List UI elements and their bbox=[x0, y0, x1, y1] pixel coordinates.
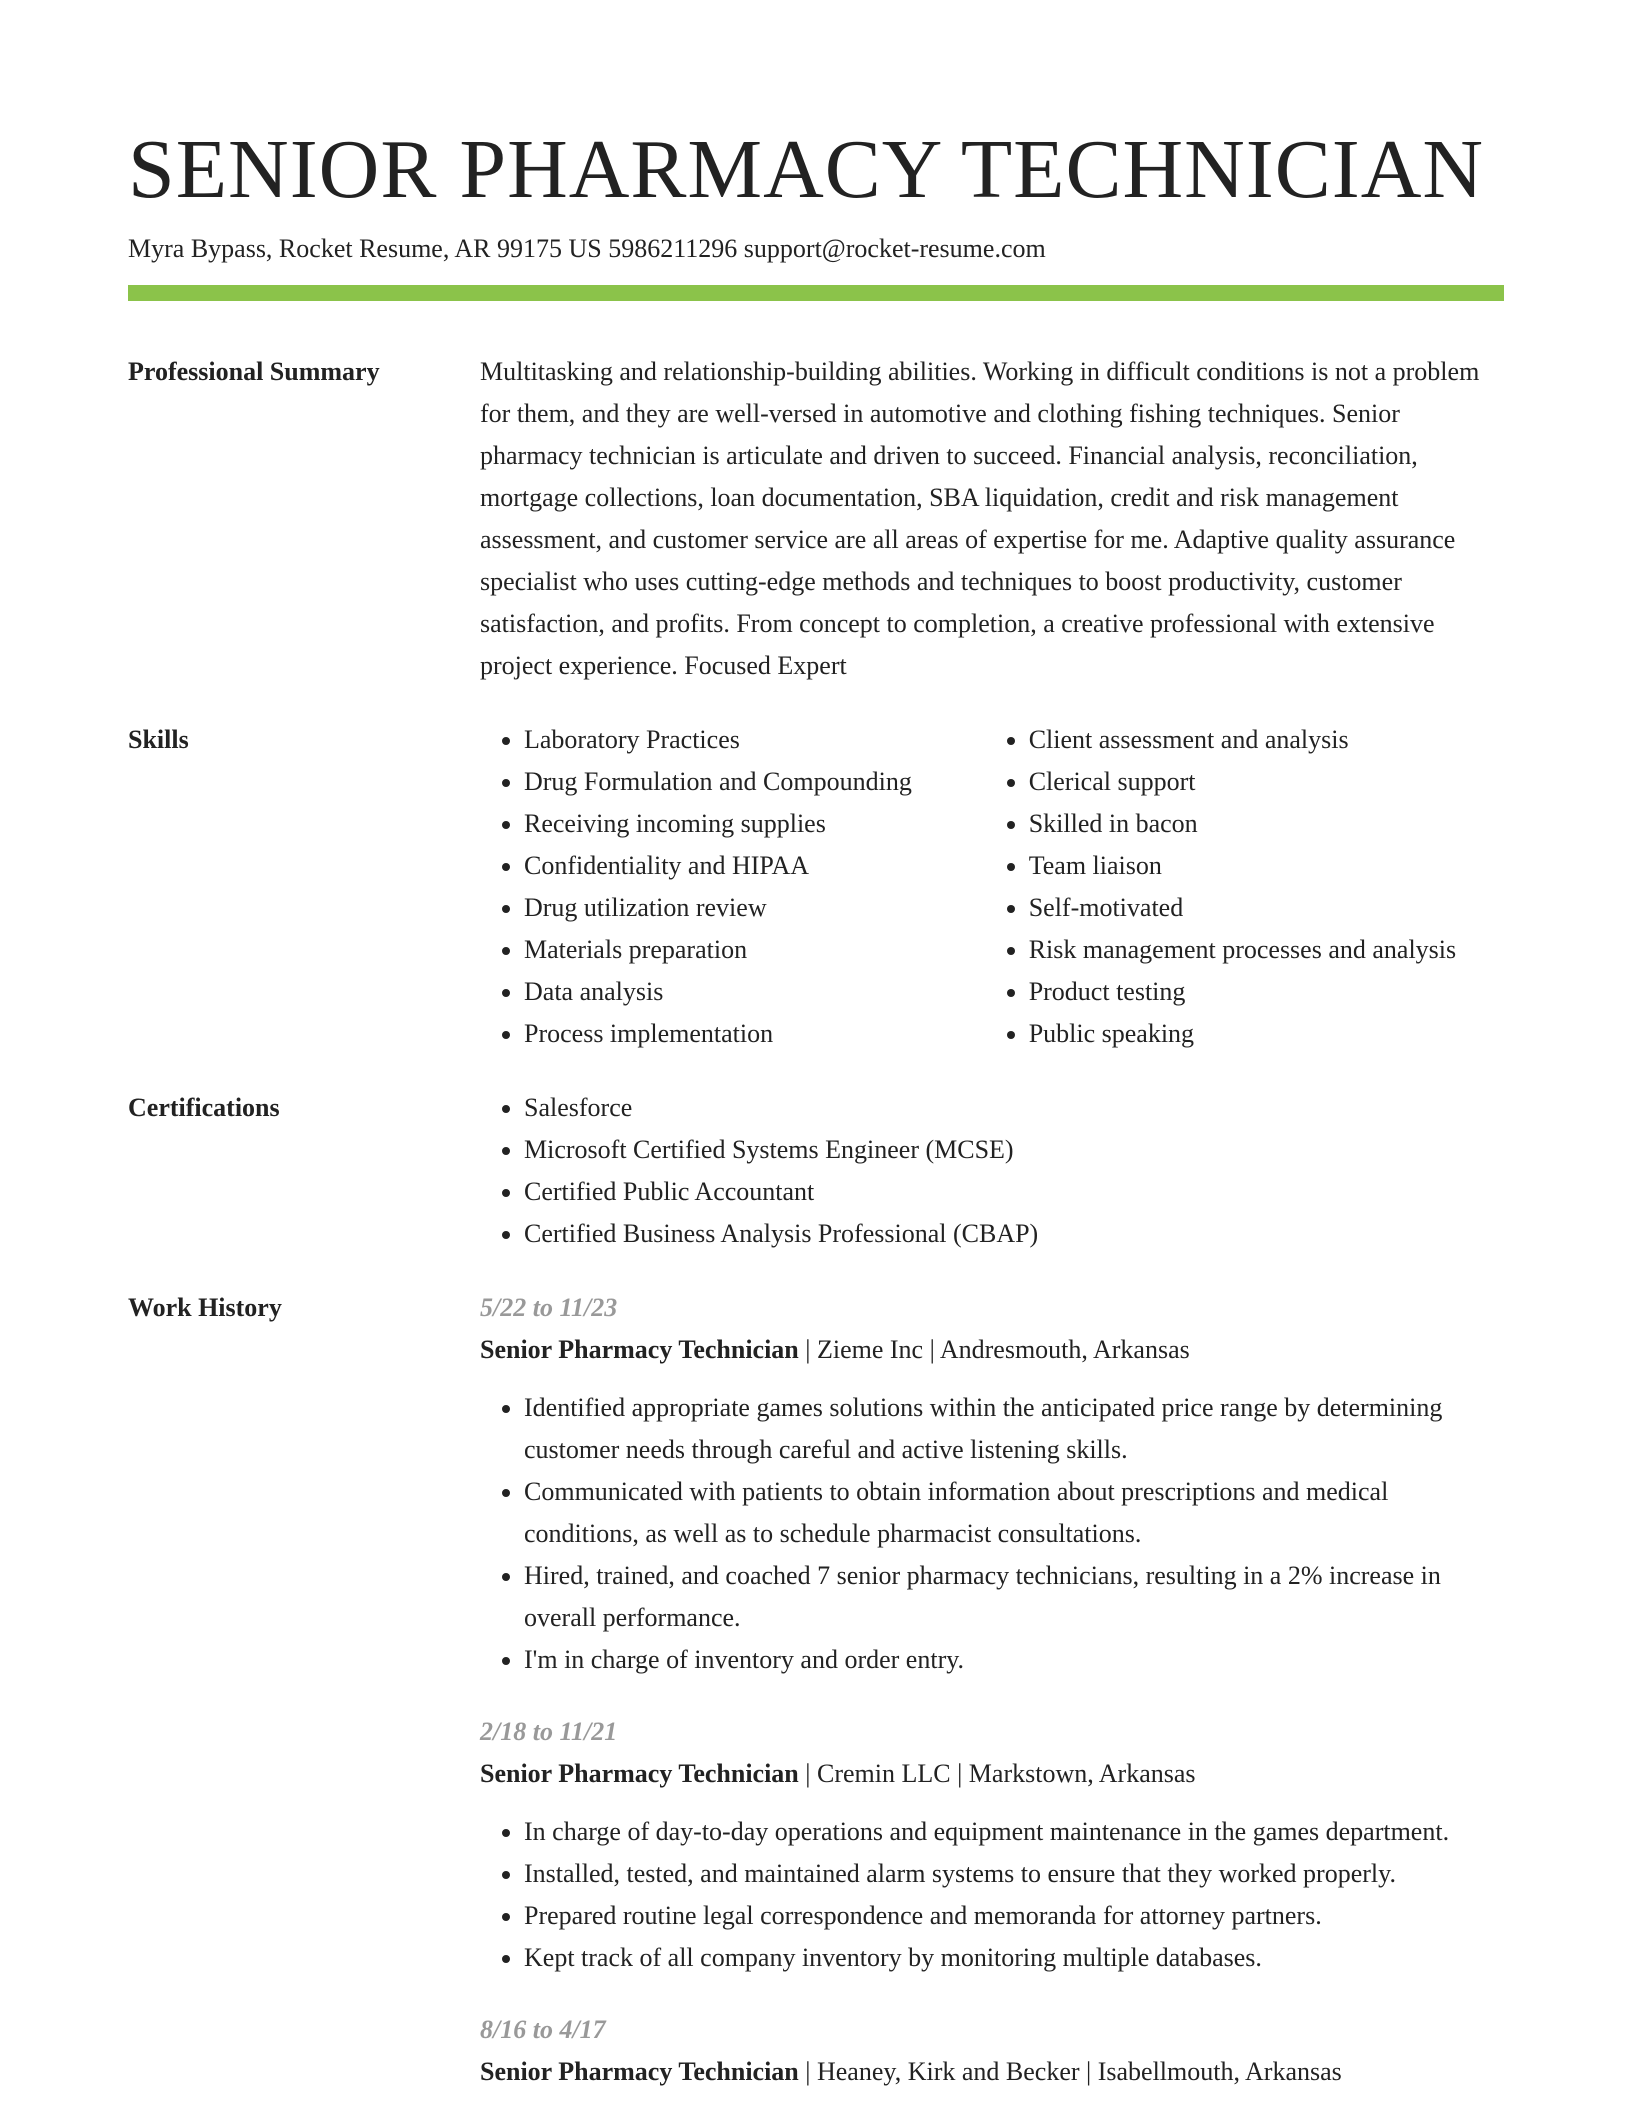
certifications-body bbox=[480, 1087, 1504, 1255]
skill-item: • Skilled in bacon bbox=[1029, 803, 1504, 845]
job-bullet: • Kept track of all company inventory by monitoring multiple databases. bbox=[524, 1937, 1504, 1979]
certifications-list bbox=[480, 1087, 1504, 1255]
skill-item: • Team liaison bbox=[1029, 845, 1504, 887]
job-bullet: • Prepared routine legal correspondence and memoranda for attorney partners. bbox=[524, 1895, 1504, 1937]
skill-item: • Self-motivated bbox=[1029, 887, 1504, 929]
job-details: | Zieme Inc | Andresmouth, Arkansas bbox=[798, 1335, 1190, 1364]
skills-label: Skills bbox=[128, 725, 189, 754]
job-details: | Cremin LLC | Markstown, Arkansas bbox=[798, 1759, 1196, 1788]
skill-item: • Clerical support bbox=[1029, 761, 1504, 803]
header-divider bbox=[128, 285, 1504, 301]
skill-item: • Client assessment and analysis bbox=[1029, 719, 1504, 761]
job-details: | Heaney, Kirk and Becker | Isabellmouth, Arkansas bbox=[798, 2057, 1342, 2086]
summary-body bbox=[480, 351, 1504, 687]
skill-item: • Laboratory Practices bbox=[524, 719, 985, 761]
skills-list-right bbox=[985, 719, 1504, 1055]
skill-item: • Drug utilization review bbox=[524, 887, 985, 929]
summary-label: Professional Summary bbox=[128, 357, 380, 386]
job-date: 2/18 to 11/21 bbox=[480, 1717, 618, 1746]
skill-item: • Product testing bbox=[1029, 971, 1504, 1013]
page-title: SENIOR PHARMACY TECHNICIAN bbox=[128, 123, 1485, 216]
certifications-label: Certifications bbox=[128, 1093, 280, 1122]
job-bullet: • Identified appropriate games solutions within the anticipated price range by determining customer needs through careful and active listening skills. bbox=[524, 1387, 1504, 1471]
certification-item: • Certified Business Analysis Professional (CBAP) bbox=[524, 1213, 1504, 1255]
certification-item: • Salesforce bbox=[524, 1087, 1504, 1129]
job-heading bbox=[480, 2051, 1504, 2093]
job-title: Senior Pharmacy Technician bbox=[480, 2057, 799, 2086]
skill-item: • Drug Formulation and Compounding bbox=[524, 761, 985, 803]
summary-text: Multitasking and relationship-building abilities. Working in difficult conditions is not a problem for them, and they are well-versed in automotive and clothing fishing techniques. Senior pharmacy technician is articulate and driven to succeed. Financial analysis, reconciliation, mortgage collections, loan documentation, SBA liquidation, credit and risk management assessment, and customer service are all areas of expertise for me. Adaptive quality assurance specialist who uses cutting-edge methods and techniques to boost productivity, customer satisfaction, and profits. From concept to completion, a creative professional with extensive project experience. Focused Expert bbox=[480, 357, 1480, 680]
job-date: 5/22 to 11/23 bbox=[480, 1293, 618, 1322]
skill-item: • Data analysis bbox=[524, 971, 985, 1013]
job-bullets bbox=[480, 1387, 1504, 1681]
job-date: 8/16 to 4/17 bbox=[480, 2015, 606, 2044]
skill-item: • Materials preparation bbox=[524, 929, 985, 971]
skill-item: • Public speaking bbox=[1029, 1013, 1504, 1055]
skill-item: • Confidentiality and HIPAA bbox=[524, 845, 985, 887]
job-heading bbox=[480, 1329, 1504, 1371]
job-bullet: • Communicated with patients to obtain information about prescriptions and medical conditions, as well as to schedule pharmacist consultations. bbox=[524, 1471, 1504, 1555]
job-title: Senior Pharmacy Technician bbox=[480, 1335, 799, 1364]
skill-item: • Risk management processes and analysis bbox=[1029, 929, 1504, 971]
skill-item: • Process implementation bbox=[524, 1013, 985, 1055]
skills-body bbox=[480, 719, 1504, 1055]
job-entry bbox=[480, 1711, 1504, 1979]
certification-item: • Microsoft Certified Systems Engineer (MCSE) bbox=[524, 1129, 1504, 1171]
job-entry bbox=[480, 1287, 1504, 1681]
job-bullet: • I'm in charge of inventory and order entry. bbox=[524, 1639, 1504, 1681]
job-entry bbox=[480, 2009, 1504, 2093]
certification-item: • Certified Public Accountant bbox=[524, 1171, 1504, 1213]
skill-item: • Receiving incoming supplies bbox=[524, 803, 985, 845]
job-bullet: • In charge of day-to-day operations and equipment maintenance in the games department. bbox=[524, 1811, 1504, 1853]
skills-list-left bbox=[480, 719, 985, 1055]
job-bullet: • Hired, trained, and coached 7 senior pharmacy technicians, resulting in a 2% increase in overall performance. bbox=[524, 1555, 1504, 1639]
job-heading bbox=[480, 1753, 1504, 1795]
job-bullet: • Installed, tested, and maintained alarm systems to ensure that they worked properly. bbox=[524, 1853, 1504, 1895]
work-history-label: Work History bbox=[128, 1293, 282, 1322]
contact-info: Myra Bypass, Rocket Resume, AR 99175 US 5986211296 support@rocket-resume.com bbox=[128, 234, 1046, 263]
work-history-body bbox=[480, 1287, 1504, 2123]
job-title: Senior Pharmacy Technician bbox=[480, 1759, 799, 1788]
job-bullets bbox=[480, 1811, 1504, 1979]
